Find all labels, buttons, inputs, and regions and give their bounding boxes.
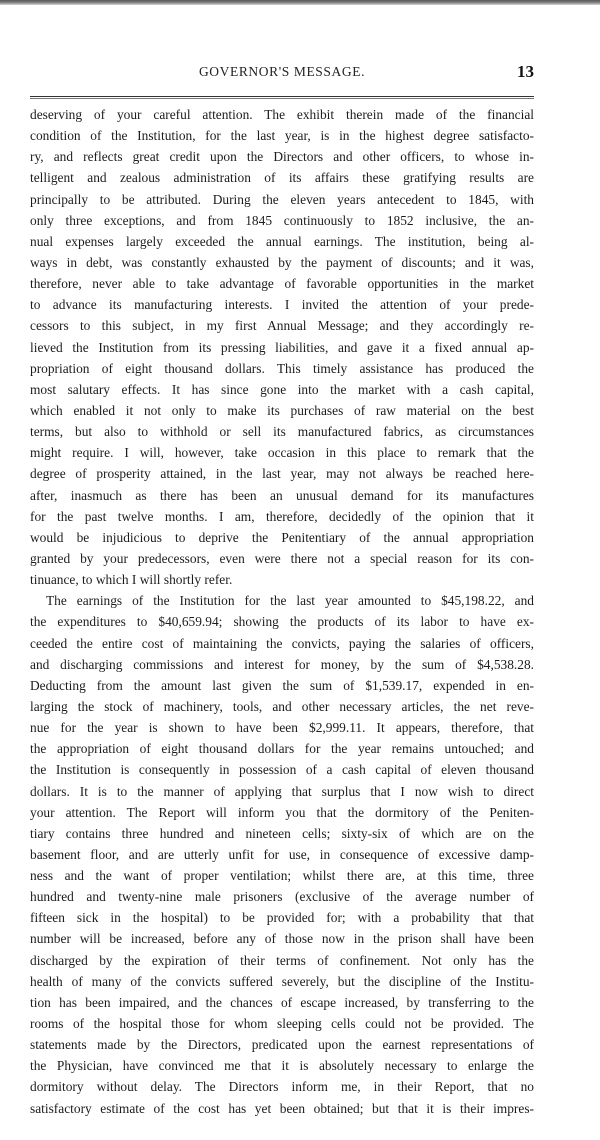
text-line: therefore, never able to take advantage of favorable opportunities in the market bbox=[30, 276, 534, 292]
text-line: dollars. It is to the manner of applying that surplus that I now wish to direct bbox=[30, 783, 534, 799]
text-line: hundred and twenty-nine male prisoners (exclusive of the average number of bbox=[30, 889, 534, 905]
text-line: tiary contains three hundred and nineteen cells; sixty-six of which are on the bbox=[30, 825, 534, 841]
text-line: degree of prosperity attained, in the last year, may not always be reached here- bbox=[30, 466, 534, 482]
text-line bbox=[30, 1119, 534, 1140]
text-line: to advance its manufacturing interests. I invited the attention of your prede- bbox=[30, 297, 534, 313]
text-line: deserving of your careful attention. The exhibit therein made of the financial bbox=[30, 107, 534, 122]
text-line: after, inasmuch as there has been an unusual demand for its manufactures bbox=[30, 487, 534, 503]
text-line: only three exceptions, and from 1845 continuously to 1852 inclusive, the an- bbox=[30, 212, 534, 228]
text-line: telligent and zealous administration of its affairs these gratifying results are bbox=[30, 170, 534, 186]
text-line: fifteen sick in the hospital) to be provided for; with a probability that that bbox=[30, 910, 534, 926]
text-line: basement floor, and are utterly unfit for use, in consequence of excessive damp- bbox=[30, 846, 534, 862]
text-line: tion has been impaired, and the chances of escape increased, by transferring to the bbox=[30, 994, 534, 1010]
text-line: propriation of eight thousand dollars. This timely assistance has produced the bbox=[30, 360, 534, 376]
paragraph-start-line: The earnings of the Institution for the last year amounted to $45,198.22, and bbox=[46, 593, 534, 609]
scan-top-edge bbox=[0, 0, 600, 5]
header-rule bbox=[30, 96, 534, 99]
text-line: ways in debt, was constantly exhausted by the payment of discounts; and it was, bbox=[30, 254, 534, 270]
text-line: satisfactory estimate of the cost has yet been obtained; but that it is their impres- bbox=[30, 1100, 534, 1116]
text-line: most salutary effects. It has since gone into the market with a cash capital, bbox=[30, 381, 534, 397]
text-line: nue for the year is shown to have been $2,999.11. It appears, therefore, that bbox=[30, 720, 534, 736]
text-line: would be injudicious to deprive the Penitentiary of the annual appropriation bbox=[30, 529, 534, 545]
body-text bbox=[30, 104, 534, 1140]
text-line: cessors to this subject, in my first Annual Message; and they accordingly re- bbox=[30, 318, 534, 334]
text-line: number will be increased, before any of those now in the prison shall have been bbox=[30, 931, 534, 947]
page-number: 13 bbox=[517, 62, 534, 81]
running-title: GOVERNOR'S MESSAGE. bbox=[198, 64, 366, 79]
text-line: ry, and reflects great credit upon the Directors and other officers, to whose in- bbox=[30, 149, 534, 165]
text-line: ceeded the entire cost of maintaining the convicts, paying the salaries of officers, bbox=[30, 635, 534, 651]
text-line: the appropriation of eight thousand dollars for the year remains untouched; and bbox=[30, 741, 534, 757]
text-line: which enabled it not only to make its purchases of raw material on the best bbox=[30, 402, 534, 418]
text-line: nual expenses largely exceeded the annual earnings. The institution, being al- bbox=[30, 233, 534, 249]
text-line: larging the stock of machinery, tools, and other necessary articles, the net reve- bbox=[30, 698, 534, 714]
text-line: lieved the Institution from its pressing liabilities, and gave it a fixed annual ap- bbox=[30, 339, 534, 355]
text-line: for the past twelve months. I am, therefore, decidedly of the opinion that it bbox=[30, 508, 534, 524]
text-line: terms, but also to withhold or sell its manufactured fabrics, as circumstances bbox=[30, 424, 534, 440]
text-line: health of many of the convicts suffered severely, but the discipline of the Institu- bbox=[30, 973, 534, 989]
text-line: Deducting from the amount last given the sum of $1,539.17, expended in en- bbox=[30, 677, 534, 693]
text-line: the Institution is consequently in possession of a cash capital of eleven thousand bbox=[30, 762, 534, 778]
text-line: discharged by the expiration of their terms of confinement. Not only has the bbox=[30, 952, 534, 968]
text-line: granted by your predecessors, even were there not a special reason for its con- bbox=[30, 550, 534, 566]
text-line: principally to be attributed. During the eleven years antecedent to 1845, with bbox=[30, 191, 534, 207]
text-line: condition of the Institution, for the last year, is in the highest degree satisfacto- bbox=[30, 128, 534, 144]
text-line: dormitory without delay. The Directors inform me, in their Report, that no bbox=[30, 1079, 534, 1095]
text-line: the expenditures to $40,659.94; showing the products of its labor to have ex- bbox=[30, 614, 534, 630]
text-line: ness and the want of proper ventilation; whilst there are, at this time, three bbox=[30, 868, 534, 884]
text-line: the Physician, have convinced me that it is absolutely necessary to enlarge the bbox=[30, 1058, 534, 1074]
running-head bbox=[30, 62, 534, 82]
text-line: might require. I will, however, take occasion in this place to remark that the bbox=[30, 445, 534, 461]
text-line: rooms of the hospital those for whom sleeping cells could not be provided. The bbox=[30, 1016, 534, 1032]
text-line: and discharging commissions and interest for money, by the sum of $4,538.28. bbox=[30, 656, 534, 672]
text-line: your attention. The Report will inform you that the dormitory of the Peniten- bbox=[30, 804, 534, 820]
paragraph-end-line: tinuance, to which I will shortly refer. bbox=[30, 572, 233, 588]
text-line: statements made by the Directors, predicated upon the earnest representations of bbox=[30, 1037, 534, 1053]
